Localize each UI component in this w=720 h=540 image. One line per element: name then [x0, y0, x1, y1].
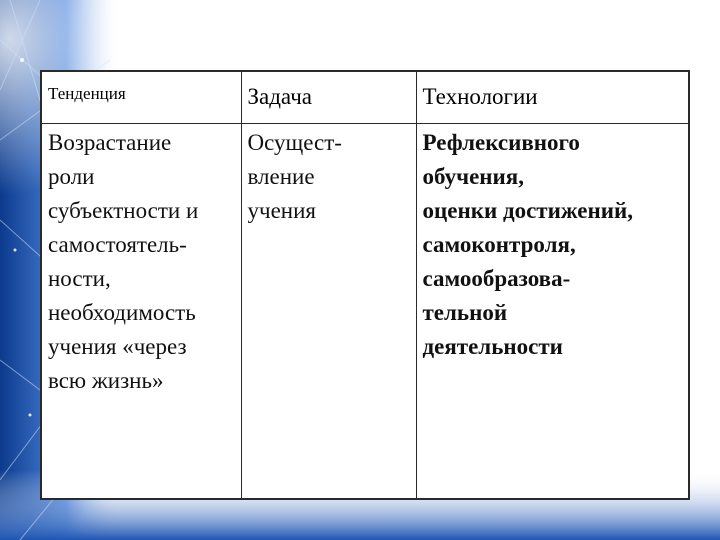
task-text: Осущест- вление учения — [247, 129, 342, 223]
comparison-table — [40, 70, 690, 500]
table-row — [41, 123, 689, 499]
trend-text: Возрастание роли субъектности и самостоятель- ности, необходимость учения «через всю жизнь» — [48, 129, 199, 393]
table-header-row — [41, 71, 689, 123]
technologies-text: Рефлексивного обучения, оценки достижений, самоконтроля, самообразова- тельной деятельности — [422, 129, 633, 359]
cell-task — [241, 123, 416, 499]
header-technologies-label: Технологии — [422, 84, 538, 109]
header-task-label: Задача — [247, 84, 312, 109]
cell-trend — [41, 123, 241, 499]
header-task — [241, 71, 416, 123]
header-trend-label: Тенденция — [48, 84, 126, 103]
header-technologies — [416, 71, 689, 123]
header-trend — [41, 71, 241, 123]
cell-technologies — [416, 123, 689, 499]
